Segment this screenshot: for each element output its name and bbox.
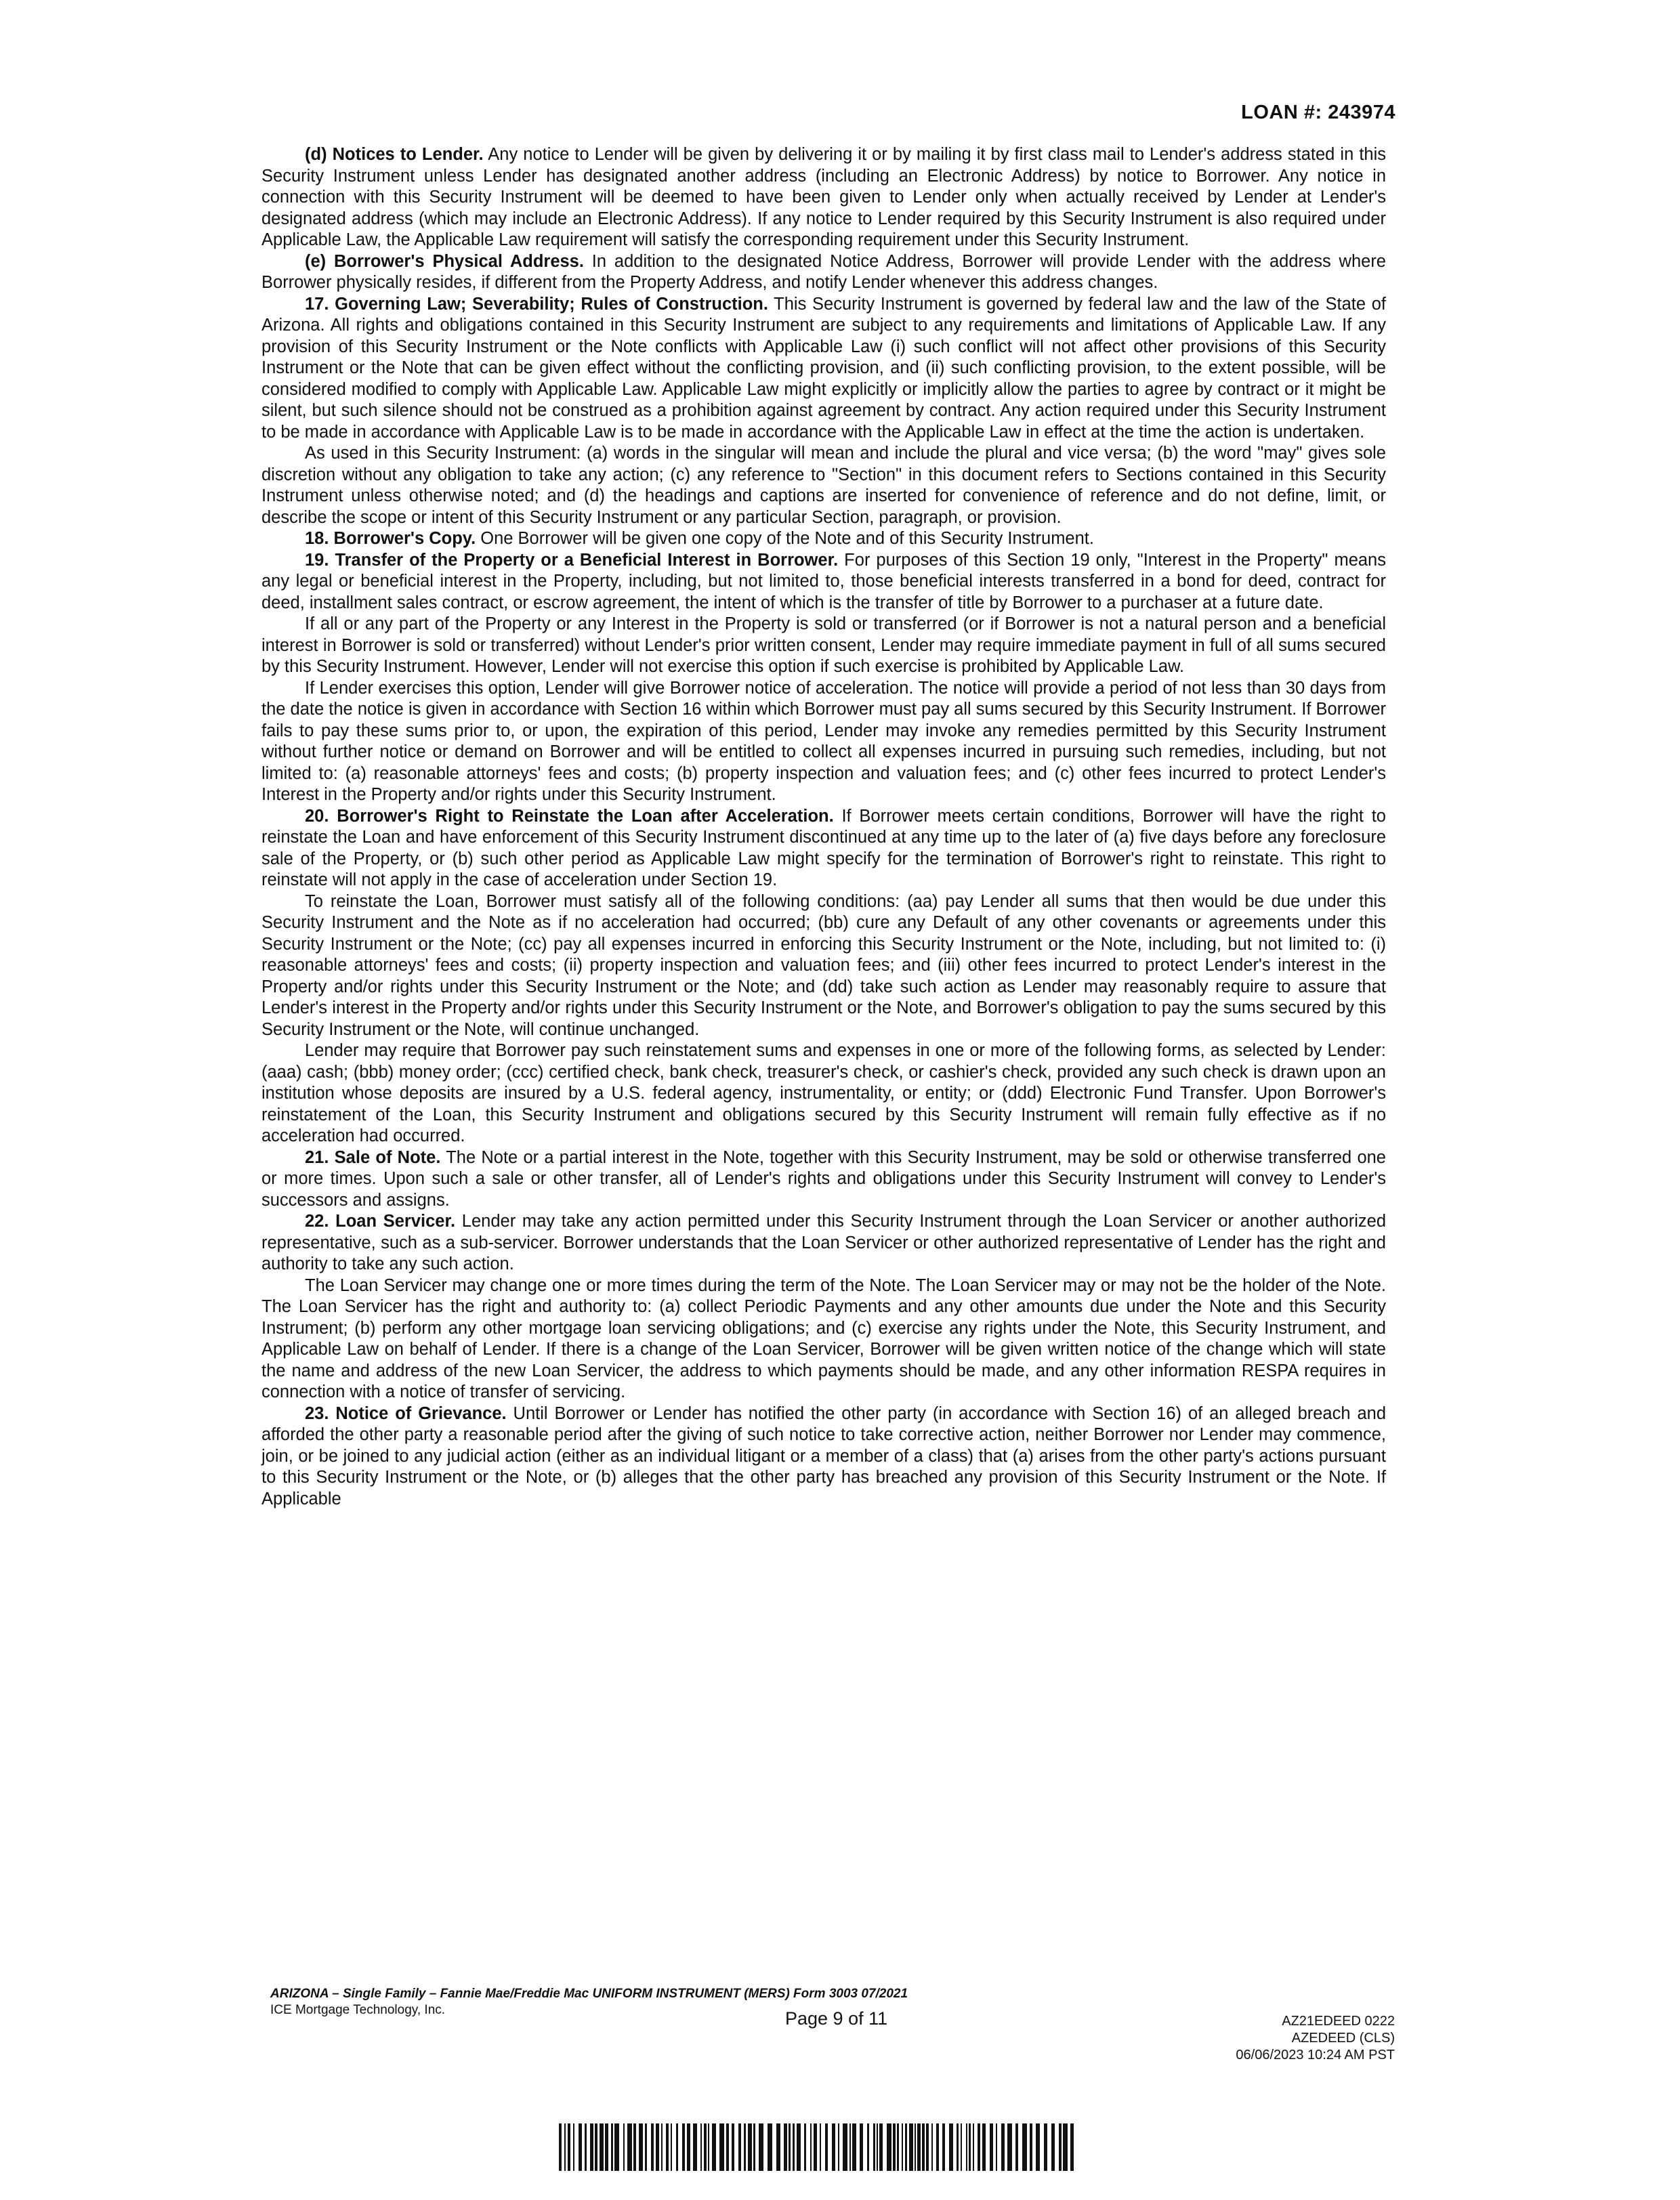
- paragraph: [261, 144, 1386, 251]
- barcode-bar: [726, 2123, 729, 2171]
- paragraph-text: If all or any part of the Property or any Interest in the Property is sold or transferred (or if Borrower is not a natural person and a beneficial interest in Borrower is sold or transferred) without Lender's prior written consent, Lender may require immediate payment in full of all sums secured by this Security Instrument. However, Lender will not exercise this option if such exercise is prohibited by Applicable Law.: [261, 614, 1386, 676]
- barcode-bar: [897, 2123, 899, 2171]
- barcode-bar: [564, 2123, 566, 2171]
- barcode-bar: [942, 2123, 945, 2171]
- barcode-bar: [931, 2123, 933, 2171]
- barcode-bar: [797, 2123, 801, 2171]
- barcode-bar: [814, 2123, 817, 2171]
- barcode-bar: [1015, 2123, 1018, 2171]
- paragraph-text: The Loan Servicer may change one or more times during the term of the Note. The Loan Servicer may or may not be the holder of the Note. The Loan Servicer has the right and authority to: (a) collect Periodic Payments and any other amounts due under the Note and this Security Instrument; (b) perform any other mortgage loan servicing obligations; and (c) exercise any rights under the Note, this Security Instrument, and Applicable Law on behalf of Lender. If there is a change of the Loan Servicer, Borrower will be given written notice of the change which will state the name and address of the new Loan Servicer, the address to which payments should be made, and any other information RESPA requires in connection with a notice of transfer of servicing.: [261, 1275, 1386, 1401]
- barcode-bar: [559, 2123, 562, 2171]
- section-heading: (e) Borrower's Physical Address.: [305, 251, 584, 271]
- barcode-bar: [1070, 2123, 1074, 2171]
- barcode-bar: [1030, 2123, 1032, 2171]
- barcode-bar: [768, 2123, 772, 2171]
- barcode-bar: [849, 2123, 851, 2171]
- barcode-bar: [804, 2123, 806, 2171]
- paragraph: [261, 678, 1386, 806]
- barcode-bar: [600, 2123, 604, 2171]
- barcode-bar: [877, 2123, 878, 2171]
- barcode-bar: [776, 2123, 780, 2171]
- section-heading: 22. Loan Servicer.: [305, 1212, 456, 1231]
- paragraph: [261, 1275, 1386, 1403]
- barcode-bar: [651, 2123, 654, 2171]
- paragraph-text: As used in this Security Instrument: (a) words in the singular will mean and include the plural and vice versa; (b) the word "may" gives sole discretion without any obligation to take any action; (c) any reference to "Section" in this document refers to Sections contained in this Security Instrument unless otherwise noted; and (d) the headings and captions are inserted for convenience of reference and do not define, limit, or describe the scope or intent of this Security Instrument or any particular Section, paragraph, or provision.: [261, 444, 1386, 527]
- barcode-bar: [957, 2123, 959, 2171]
- barcode-bar: [922, 2123, 925, 2171]
- company-name: ICE Mortgage Technology, Inc.: [270, 2003, 446, 2017]
- paragraph-text: To reinstate the Loan, Borrower must satisfy all of the following conditions: (aa) pay Lender all sums that then would be due under this Security Instrument and the Note as if no acceleration had occurred; (bb) cure any Default of any other covenants or agreements under this Security Instrument or the Note; (cc) pay all expenses incurred in enforcing this Security Instrument or the Note, including, but not limited to: (i) reasonable attorneys' fees and costs; (ii) property inspection and valuation fees; and (iii) other fees incurred to protect Lender's interest in the Property and/or rights under this Security Instrument or the Note; and (dd) take such action as Lender may reasonably require to assure that Lender's interest in the Property and/or rights under this Security Instrument or the Note, and Borrower's obligation to pay the sums secured by this Security Instrument or the Note, will continue unchanged.: [261, 891, 1386, 1039]
- paragraph-text: The Note or a partial interest in the Note, together with this Security Instrument, may be sold or otherwise transferred one or more times. Upon such a sale or other transfer, all of Lender's rights and obligations under this Security Instrument will convey to Lender's successors and assigns.: [261, 1147, 1386, 1210]
- barcode-bar: [693, 2123, 697, 2171]
- barcode-bar: [926, 2123, 929, 2171]
- barcode-bar: [633, 2123, 636, 2171]
- barcode-bar: [627, 2123, 632, 2171]
- paragraph: [261, 1403, 1386, 1510]
- form-line: ARIZONA – Single Family – Fannie Mae/Freddie Mac UNIFORM INSTRUMENT (MERS) Form 3003 07/2021: [270, 1987, 908, 2001]
- barcode-bar: [666, 2123, 669, 2171]
- paragraph-text: In addition to the designated Notice Address, Borrower will provide Lender with the address where Borrower physically resides, if different from the Property Address, and notify Lender whenever this address changes.: [261, 251, 1386, 292]
- barcode-bar: [704, 2123, 707, 2171]
- barcode-bar: [590, 2123, 593, 2171]
- barcode-bar: [825, 2123, 828, 2171]
- barcode-bar: [568, 2123, 570, 2171]
- paragraph: [261, 294, 1386, 444]
- barcode-bar: [966, 2123, 967, 2171]
- barcode-bar: [838, 2123, 839, 2171]
- paragraph-text: This Security Instrument is governed by federal law and the law of the State of Arizona. All rights and obligations contained in this Security Instrument are subject to any requirements and limitations of Applicable Law. If any provision of this Security Instrument or the Note conflicts with Applicable Law (i) such conflict will not affect other provisions of this Security Instrument or the Note that can be given effect without the conflicting provision, and (ii) such conflicting provision, to the extent possible, will be considered modified to comply with Applicable Law. Applicable Law might explicitly or implicitly allow the parties to agree by contract or it might be silent, but such silence should not be construed as a prohibition against agreement by contract. Any action required under this Security Instrument to be made in accordance with Applicable Law is to be made in accordance with the Applicable Law in effect at the time the action is undertaken.: [261, 294, 1386, 442]
- barcode-bar: [917, 2123, 921, 2171]
- barcode: [559, 2123, 1074, 2171]
- barcode-bar: [1001, 2123, 1005, 2171]
- barcode-bar: [860, 2123, 863, 2171]
- barcode-bar: [1036, 2123, 1040, 2171]
- barcode-bar: [1044, 2123, 1047, 2171]
- barcode-bar: [873, 2123, 875, 2171]
- barcode-bar: [893, 2123, 896, 2171]
- section-heading: 17. Governing Law; Severability; Rules of Construction.: [305, 294, 768, 314]
- section-heading: (d) Notices to Lender.: [305, 145, 484, 164]
- barcode-bar: [973, 2123, 974, 2171]
- barcode-bar: [852, 2123, 856, 2171]
- barcode-bar: [949, 2123, 953, 2171]
- page-number: Page 9 of 11: [785, 2008, 888, 2029]
- paragraph: [261, 550, 1386, 614]
- page-footer: [270, 1986, 1395, 2062]
- section-heading: 19. Transfer of the Property or a Beneficial Interest in Borrower.: [305, 550, 839, 570]
- deed-code: AZEDEED (CLS): [1291, 2031, 1395, 2046]
- barcode-bar: [1022, 2123, 1027, 2171]
- barcode-bar: [784, 2123, 787, 2171]
- barcode-bar: [611, 2123, 613, 2171]
- barcode-bar: [687, 2123, 690, 2171]
- paragraph: [261, 806, 1386, 891]
- barcode-bar: [700, 2123, 702, 2171]
- barcode-bar: [744, 2123, 746, 2171]
- barcode-bar: [832, 2123, 835, 2171]
- barcode-bar: [753, 2123, 755, 2171]
- barcode-bar: [990, 2123, 993, 2171]
- paragraph-text: One Borrower will be given one copy of the Note and of this Security Instrument.: [476, 529, 1094, 548]
- barcode-bar: [961, 2123, 962, 2171]
- barcode-bar: [605, 2123, 608, 2171]
- barcode-bar: [708, 2123, 709, 2171]
- paragraph-text: Any notice to Lender will be given by delivering it or by mailing it by first class mail to Lender's address stated in this Security Instrument unless Lender has designated another address (including an Electronic Address) by notice to Borrower. Any notice in connection with this Security Instrument will be deemed to have been given to Lender only when actually received by Lender at Lender's designated address (which may include an Electronic Address). If any notice to Lender required by this Security Instrument is also required under Applicable Law, the Applicable Law requirement will satisfy the corresponding requirement under this Security Instrument.: [261, 145, 1386, 249]
- barcode-bar: [585, 2123, 587, 2171]
- barcode-bar: [682, 2123, 685, 2171]
- barcode-bar: [969, 2123, 971, 2171]
- barcode-bar: [595, 2123, 597, 2171]
- barcode-bar: [843, 2123, 847, 2171]
- paragraph: [261, 1040, 1386, 1147]
- barcode-bar: [789, 2123, 791, 2171]
- paragraph-text: Until Borrower or Lender has notified the other party (in accordance with Section 16) of an alleged breach and afforded the other party a reasonable period after the giving of such notice to take corrective action, neither Borrower nor Lender may commence, join, or be joined to any judicial action (either as an individual litigant or a member of a class) that (a) arises from the other party's actions pursuant to this Security Instrument or the Note, or (b) alleges that the other party has breached any provision of this Security Instrument or the Note. If Applicable: [261, 1403, 1386, 1508]
- paragraph-text: If Borrower meets certain conditions, Borrower will have the right to reinstate the Loan and have enforcement of this Security Instrument discontinued at any time up to the later of (a) five days before any foreclosure sale of the Property, or (b) such other period as Applicable Law might specify for the termination of Borrower's right to reinstate. This right to reinstate will not apply in the case of acceleration under Section 19.: [261, 806, 1386, 889]
- barcode-bar: [887, 2123, 891, 2171]
- barcode-bar: [712, 2123, 716, 2171]
- paragraph: [261, 1211, 1386, 1275]
- barcode-bar: [573, 2123, 574, 2171]
- barcode-bar: [996, 2123, 997, 2171]
- barcode-bar: [748, 2123, 752, 2171]
- paragraph: [261, 251, 1386, 294]
- print-timestamp: 06/06/2023 10:24 AM PST: [1236, 2048, 1395, 2062]
- barcode-bar: [719, 2123, 724, 2171]
- paragraph-text: Lender may require that Borrower pay such reinstatement sums and expenses in one or more of the following forms, as selected by Lender: (aaa) cash; (bbb) money order; (ccc) certified check, bank check, treasurer's check, or cashier's check, provided any such check is drawn upon an institution whose deposits are insured by a U.S. federal agency, instrumentality, or entity; or (ddd) Electronic Fund Transfer. Upon Borrower's reinstatement of the Loan, this Security Instrument and obligations secured by this Security Instrument will remain fully effective as if no acceleration had occurred.: [261, 1041, 1386, 1145]
- barcode-bar: [793, 2123, 795, 2171]
- barcode-bar: [915, 2123, 916, 2171]
- paragraph: [261, 528, 1386, 550]
- barcode-bar: [759, 2123, 763, 2171]
- barcode-bar: [867, 2123, 869, 2171]
- barcode-bar: [879, 2123, 883, 2171]
- paragraph-text: For purposes of this Section 19 only, "Interest in the Property" means any legal or beneficial interest in the Property, including, but not limited to, those beneficial interests transferred in a bond for deed, contract for deed, installment sales contract, or escrow agreement, the intent of which is the transfer of title by Borrower to a purchaser at a future date.: [261, 550, 1386, 612]
- form-code: AZ21EDEED 0222: [1282, 2014, 1395, 2029]
- barcode-bar: [645, 2123, 647, 2171]
- barcode-bar: [656, 2123, 659, 2171]
- barcode-bar: [623, 2123, 625, 2171]
- barcode-bar: [1051, 2123, 1055, 2171]
- barcode-bar: [810, 2123, 812, 2171]
- barcode-bar: [982, 2123, 986, 2171]
- section-heading: 21. Sale of Note.: [305, 1147, 441, 1167]
- barcode-bar: [1059, 2123, 1062, 2171]
- barcode-bar: [909, 2123, 913, 2171]
- barcode-bar: [905, 2123, 907, 2171]
- barcode-bar: [1063, 2123, 1068, 2171]
- section-heading: 23. Notice of Grievance.: [305, 1403, 507, 1423]
- paragraph: [261, 1147, 1386, 1212]
- paragraph-text: Lender may take any action permitted under this Security Instrument through the Loan Servicer or another authorized representative, such as a sub-servicer. Borrower understands that the Loan Servicer or other authorized representative of Lender has the right and authority to take any such action.: [261, 1212, 1386, 1273]
- paragraph: [261, 891, 1386, 1041]
- document-codes: [1236, 2013, 1395, 2064]
- barcode-bar: [820, 2123, 821, 2171]
- section-heading: 18. Borrower's Copy.: [305, 529, 476, 548]
- barcode-bar: [738, 2123, 741, 2171]
- barcode-bar: [676, 2123, 678, 2171]
- paragraph: [261, 614, 1386, 678]
- section-heading: 20. Borrower's Right to Reinstate the Loan after Acceleration.: [305, 806, 834, 826]
- barcode-bar: [902, 2123, 903, 2171]
- barcode-bar: [661, 2123, 663, 2171]
- barcode-bar: [671, 2123, 672, 2171]
- barcode-bar: [732, 2123, 734, 2171]
- barcode-bar: [579, 2123, 582, 2171]
- barcode-bar: [1007, 2123, 1012, 2171]
- paragraph-text: If Lender exercises this option, Lender will give Borrower notice of acceleration. The notice will provide a period of not less than 30 days from the date the notice is given in accordance with Section 16 within which Borrower must pay all sums secured by this Security Instrument. If Borrower fails to pay these sums prior to, or upon, the expiration of this period, Lender may invoke any remedies permitted by this Security Instrument without further notice or demand on Borrower and will be entitled to collect all expenses incurred in pursuing such remedies, including, but not limited to: (a) reasonable attorneys' fees and costs; (b) property inspection and valuation fees; and (c) other fees incurred to protect Lender's Interest in the Property and/or rights under this Security Instrument.: [261, 678, 1386, 804]
- barcode-bar: [639, 2123, 643, 2171]
- document-body: [261, 144, 1386, 1510]
- loan-number: LOAN #: 243974: [1241, 102, 1395, 123]
- barcode-bar: [614, 2123, 619, 2171]
- barcode-bar: [936, 2123, 939, 2171]
- paragraph: [261, 443, 1386, 528]
- barcode-bar: [978, 2123, 980, 2171]
